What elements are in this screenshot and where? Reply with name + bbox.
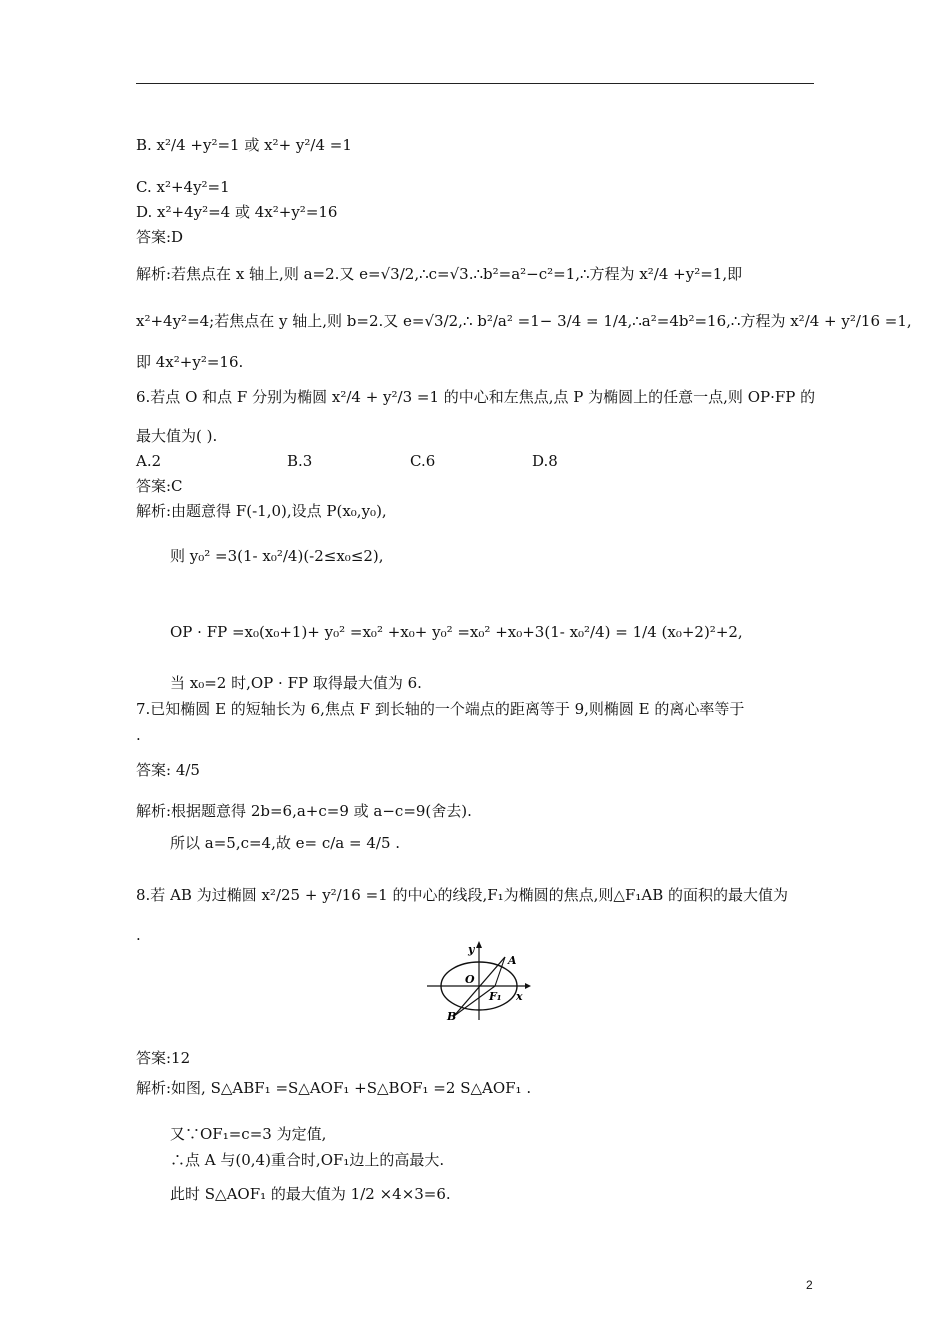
header-rule [136,83,814,84]
solution-7-line-2: 所以 a=5,c=4,故 e= c/a = 4/5 . [170,834,401,852]
question-6-line-1: 6.若点 O 和点 F 分别为椭圆 x²/4 + y²/3 =1 的中心和左焦点,点 P 为椭圆上的任意一点,则 OP·FP 的 [136,388,816,406]
solution-6-line-4: 当 x₀=2 时,OP · FP 取得最大值为 6. [170,674,422,692]
option-6a: A.2 [136,452,162,470]
label-a: A [508,954,517,967]
answer-8: 答案:12 [136,1049,191,1067]
solution-8-line-4: 此时 S△AOF₁ 的最大值为 1/2 ×4×3=6. [170,1185,451,1203]
question-7-line-1: 7.已知椭圆 E 的短轴长为 6,焦点 F 到长轴的一个端点的距离等于 9,则椭圆 E 的离心率等于 [136,700,745,718]
option-6b: B.3 [287,452,313,470]
answer-5: 答案:D [136,228,184,246]
solution-7-line-1: 解析:根据题意得 2b=6,a+c=9 或 a−c=9(舍去). [136,802,472,820]
question-8-line-2: . [136,926,141,944]
solution-5-line-1: 解析:若焦点在 x 轴上,则 a=2.又 e=√3/2,∴c=√3.∴b²=a²−c²=1,∴方程为 x²/4 +y²=1,即 [136,265,743,283]
solution-5-line-2: x²+4y²=4;若焦点在 y 轴上,则 b=2.又 e=√3/2,∴ b²/a² =1− 3/4 = 1/4,∴a²=4b²=16,∴方程为 x²/4 + y²/16 =1, [136,312,912,330]
x-axis-arrow [525,983,531,989]
solution-6-line-2: 则 y₀² =3(1- x₀²/4)(-2≤x₀≤2), [170,547,384,565]
label-f1: F₁ [489,990,502,1003]
question-8-line-1: 8.若 AB 为过椭圆 x²/25 + y²/16 =1 的中心的线段,F₁为椭圆的焦点,则△F₁AB 的面积的最大值为 [136,886,789,904]
option-b: B. x²/4 +y²=1 或 x²+ y²/4 =1 [136,136,352,154]
solution-8-line-2: 又∵OF₁=c=3 为定值, [170,1125,327,1143]
label-y: y [468,943,475,956]
answer-6: 答案:C [136,477,183,495]
label-o: O [465,973,475,986]
segment-af1 [495,957,505,986]
question-6-line-2: 最大值为( ). [136,427,218,445]
question-7-line-2: . [136,726,141,744]
solution-8-line-3: ∴点 A 与(0,4)重合时,OF₁边上的高最大. [170,1151,445,1169]
y-axis-arrow [476,941,482,948]
solution-8-line-1: 解析:如图, S△ABF₁ =S△AOF₁ +S△BOF₁ =2 S△AOF₁ . [136,1079,532,1097]
option-d: D. x²+4y²=4 或 4x²+y²=16 [136,203,338,221]
ellipse-figure [425,940,535,1022]
option-c: C. x²+4y²=1 [136,178,230,196]
label-b: B [447,1010,457,1022]
option-6c: C.6 [410,452,436,470]
label-x: x [516,990,523,1003]
option-6d: D.8 [532,452,558,470]
page-number: 2 [806,1278,813,1292]
solution-6-line-1: 解析:由题意得 F(-1,0),设点 P(x₀,y₀), [136,502,387,520]
answer-7: 答案: 4/5 [136,761,200,779]
solution-6-line-3: OP · FP =x₀(x₀+1)+ y₀² =x₀² +x₀+ y₀² =x₀² +x₀+3(1- x₀²/4) = 1/4 (x₀+2)²+2, [170,623,743,641]
solution-5-line-3: 即 4x²+y²=16. [136,353,244,371]
